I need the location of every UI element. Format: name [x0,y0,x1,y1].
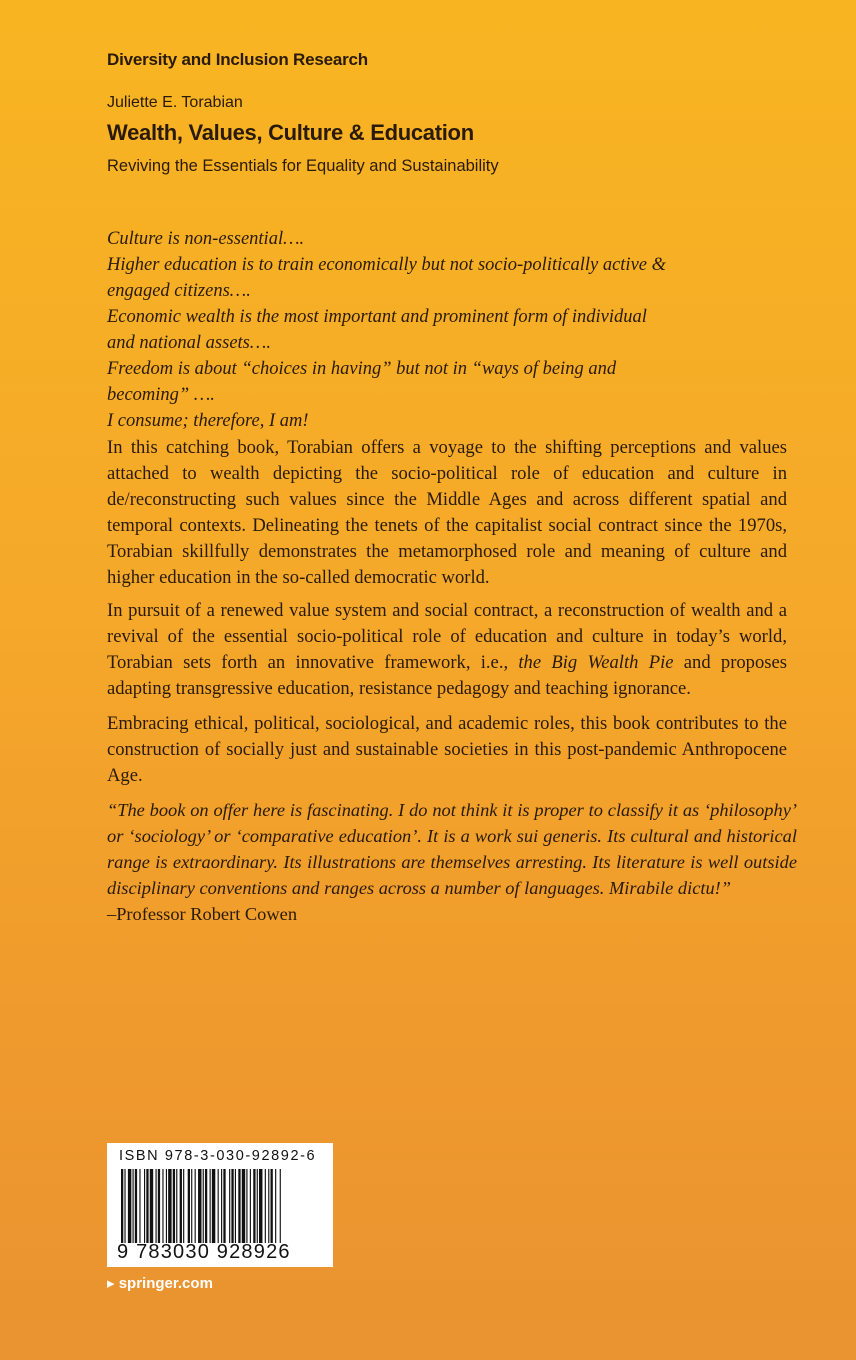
description-paragraph-1: In this catching book, Torabian offers a voyage to the shifting perceptions and values attached to wealth depicting the socio-political role of education and culture in de/reconstructing such values since the Middle Ages and across different spatial and temporal contexts. Delineating the tenets of the capitalist social contract since the 1970s, Torabian skillfully demonstrates the metamorphosed role and meaning of culture and higher education in the so-called democratic world. [107,437,787,588]
barcode-bar [223,1169,225,1243]
barcode-bar [146,1169,148,1243]
quote-text: “The book on offer here is fascinating. I do not think it is proper to classify it as ‘philosophy’ or ‘sociology’ or ‘comparative education’. It is a work sui generis. Its cultural and historical range is extraordinary. Its illustrations are themselves arresting. Its literature is well outside disciplinary conventions and ranges across a number of languages. Mirabile dictu!” [107,800,797,898]
quote-attribution: –Professor Robert Cowen [107,904,298,924]
barcode-bar [253,1169,255,1243]
barcode-bar [280,1169,281,1243]
paragraph-text: and proposes adapting transgressive education, resistance pedagogy and teaching ignorance. [107,652,788,699]
barcode-bar [205,1169,207,1243]
poem-line: and national assets…. [107,333,271,353]
series-title: Diversity and Inclusion Research [107,50,368,69]
barcode-bar [188,1169,190,1243]
framework-name: the Big Wealth Pie [518,652,674,673]
barcode-bar [246,1169,247,1243]
barcode-bar [168,1169,171,1243]
barcode-bar [212,1169,215,1243]
barcode-bar [191,1169,192,1243]
barcode-bar [268,1169,269,1243]
publisher-link-text: springer.com [118,1275,213,1292]
barcode-bar [144,1169,145,1243]
barcode-bar [271,1169,273,1243]
barcode-number: 9 783030 928926 [117,1241,291,1263]
barcode-bar [139,1169,140,1243]
barcode-bar [162,1169,163,1243]
barcode-bar [231,1169,233,1243]
barcode-bar [133,1169,134,1243]
barcode-bar [238,1169,240,1243]
barcode-bar [218,1169,219,1243]
publisher-link[interactable] [107,1274,213,1292]
barcode-bar [203,1169,204,1243]
barcode-bar [183,1169,184,1243]
barcode-bar [158,1169,160,1243]
barcode-bar [250,1169,251,1243]
endorsement-quote [107,797,797,927]
poem-line: I consume; therefore, I am! [107,411,309,431]
arrow-icon: ▸ [107,1275,119,1292]
paragraph-text: In pursuit of a renewed value system and social contract, a reconstruction of wealth and a revival of the essential socio-political role of education and culture in today’s world, Torabian sets forth an innovative framework, i.e., [107,600,787,673]
barcode-bar [265,1169,266,1243]
barcode-bar [166,1169,167,1243]
poem-line: Freedom is about “choices in having” but not in “ways of being and [107,359,617,379]
poem-line: Economic wealth is the most important and prominent form of individual [107,307,647,327]
barcode-bar [128,1169,131,1243]
barcode-bar [210,1169,211,1243]
barcode-bar [242,1169,245,1243]
barcode-bar [180,1169,182,1243]
barcode-bar [235,1169,236,1243]
poem-line: Higher education is to train economically but not socio-politically active & [107,255,667,275]
poem-line: Culture is non-essential…. [107,229,305,249]
isbn-label: ISBN 978-3-030-92892-6 [119,1148,317,1164]
barcode-bar [198,1169,201,1243]
poem-line: becoming” …. [107,385,215,405]
barcode-bar [221,1169,222,1243]
epigraph-poem [107,226,747,434]
barcode-bar [135,1169,137,1243]
book-subtitle: Reviving the Essentials for Equality and Sustainability [107,157,499,175]
barcode-bars [117,1169,323,1243]
barcode-bar [229,1169,230,1243]
description-paragraph-2 [107,598,787,702]
barcode-bar [121,1169,123,1243]
barcode-bar [259,1169,262,1243]
barcode-bar [257,1169,258,1243]
barcode-bar [173,1169,175,1243]
barcode-bar [156,1169,157,1243]
isbn-barcode [107,1143,333,1267]
barcode-bar [176,1169,177,1243]
book-title: Wealth, Values, Culture & Education [107,120,474,145]
barcode-bar [195,1169,196,1243]
barcode-bar [150,1169,153,1243]
poem-line: engaged citizens…. [107,281,251,301]
author-name: Juliette E. Torabian [107,94,243,111]
barcode-bar [275,1169,276,1243]
barcode-bar [124,1169,125,1243]
description-paragraph-3: Embracing ethical, political, sociological, and academic roles, this book contributes to the construction of socially just and sustainable societies in this post-pandemic Anthropocene Age. [107,713,787,786]
